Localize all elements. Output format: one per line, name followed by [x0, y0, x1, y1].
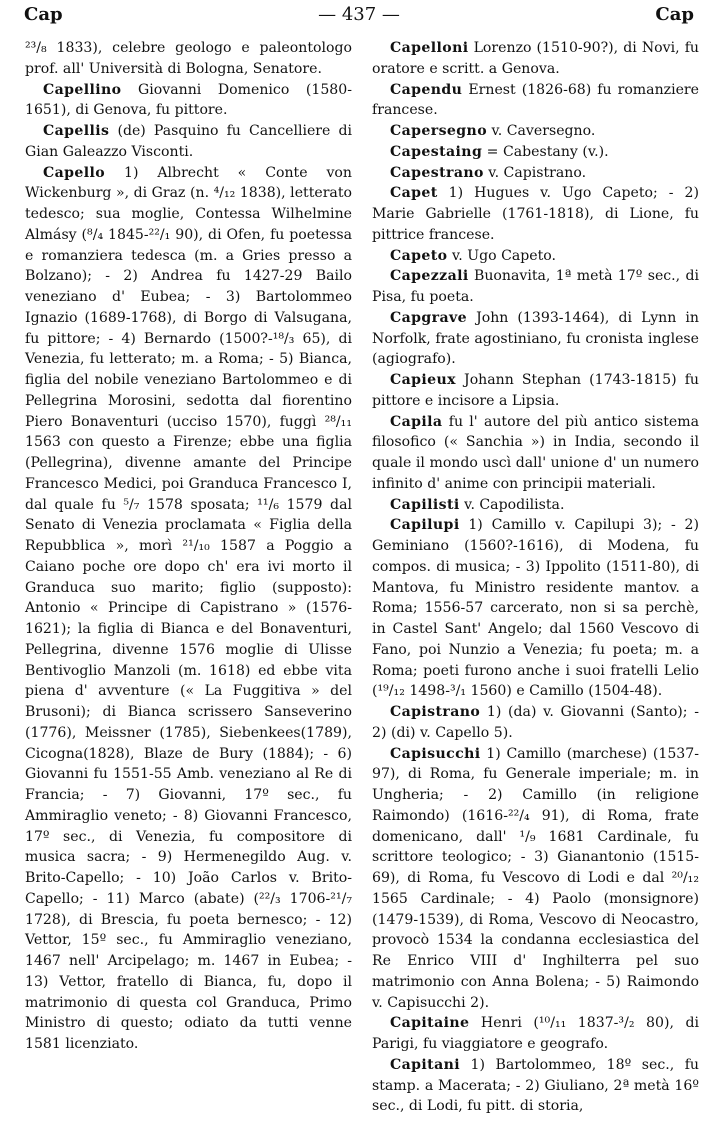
dictionary-entry: [25, 80, 352, 122]
entry-headword: Capeto: [390, 247, 448, 264]
entry-text: v. Capistrano.: [483, 164, 587, 181]
dictionary-entry: [372, 744, 699, 1014]
dictionary-entry: [25, 163, 352, 1055]
dictionary-entry: [372, 183, 699, 245]
entry-continuation: [25, 38, 352, 80]
entry-headword: Capestaing: [390, 143, 483, 160]
dictionary-entry: [372, 163, 699, 184]
entry-text: 1) Bartolommeo, 18º sec., fu stamp. a Macerata; - 2) Giuliano, 2ª metà 16º sec., di Lodi, fu pitt. di storia,: [372, 1056, 699, 1115]
dictionary-entry: [372, 308, 699, 370]
entry-headword: Capellino: [43, 81, 122, 98]
entry-headword: Capistrano: [390, 704, 481, 720]
dictionary-entry: [372, 80, 699, 122]
entry-text: John (1393-1464), di Lynn in Norfolk, frate agostiniano, fu cronista inglese (agiografo).: [372, 309, 699, 368]
dictionary-entry: [372, 370, 699, 412]
page-header: [0, 0, 718, 30]
entry-text: v. Caversegno.: [487, 123, 596, 139]
entry-headword: Capisucchi: [390, 745, 481, 762]
entry-text: 1) Hugues v. Ugo Capeto; - 2) Marie Gabrielle (1761-1818), di Lione, fu pittrice francese.: [372, 185, 699, 243]
dictionary-entry: [372, 266, 699, 308]
dictionary-entry: [372, 702, 699, 744]
right-column: [372, 38, 699, 1117]
entry-headword: Capilisti: [390, 496, 460, 513]
dictionary-entry: [372, 515, 699, 702]
entry-text: v. Ugo Capeto.: [447, 247, 557, 264]
entry-text: = Cabestany (v.).: [482, 143, 609, 160]
dictionary-entry: [372, 38, 699, 80]
entry-text: Lorenzo (1510-90?), di Novi, fu oratore e scritt. a Genova.: [372, 40, 699, 77]
entry-text: (de) Pasquino fu Cancelliere di Gian Galeazzo Visconti.: [25, 123, 352, 160]
entry-text: v. Capodilista.: [459, 496, 565, 513]
entry-headword: Capello: [43, 164, 106, 181]
entry-text: Ernest (1826-68) fu romanziere francese.: [372, 81, 699, 119]
entry-headword: Capitani: [390, 1056, 461, 1073]
entry-text: Johann Stephan (1743-1815) fu pittore e incisore a Lipsia.: [372, 372, 699, 409]
dictionary-entry: [372, 495, 699, 516]
dictionary-entry: [372, 1055, 699, 1117]
entry-headword: Capitaine: [390, 1015, 470, 1032]
entry-headword: Capilupi: [390, 517, 460, 534]
dictionary-entry: [372, 1013, 699, 1055]
page-number: — 437 —: [318, 4, 400, 25]
entry-headword: Capelloni: [390, 40, 469, 56]
entry-text: Henri (¹⁰/₁₁ 1837-³/₂ 80), di Parigi, fu viaggiatore e geografo.: [372, 1015, 699, 1052]
entry-text: Buonavita, 1ª metà 17º sec., di Pisa, fu poeta.: [372, 268, 699, 305]
dictionary-entry: [372, 246, 699, 267]
left-column: [25, 38, 352, 1055]
entry-text: 1) Camillo v. Capilupi 3); - 2) Geminiano (1560?-1616), di Modena, fu compos. di musica; - 3) Ippolito (1511-80), di Mantova, fu Ministro residente mantov. a Roma; 1556-57 carcerato, non si sa perchè, in Castel Sant' Angelo; dal 1560 Vescovo di Fano, poi Nunzio a Venezia; fu poeta; m. a Roma; poeti furono anche i suoi fratelli Lelio (¹⁹/₁₂ 1498-³/₁ 1560) e Camillo (1504-48).: [372, 517, 699, 700]
entry-text: 1) Albrecht « Conte von Wickenburg », di Graz (n. ⁴/₁₂ 1838), letterato tedesco; sua moglie, Contessa Wilhelmine Almásy (⁸/₄ 1845-²²/₁ 90), di Ofen, fu poetessa e romanziera tedesca (m. a Gries presso a Bolzano); - 2) Andrea fu 1427-29 Bailo veneziano d' Eubea; - 3) Bartolommeo Ignazio (1689-1768), di Borgo di Valsugana, fu pittore; - 4) Bernardo (1500?-¹⁸/₃ 65), di Venezia, fu letterato; m. a Roma; - 5) Bianca, figlia del nobile veneziano Bartolommeo e di Pellegrina Morosini, sedotta dal fiorentino Piero Bonaventuri (ucciso 1570), fuggì ²⁸/₁₁ 1563 con questo a Firenze; ebbe una figlia (Pellegrina), divenne amante del Principe Francesco Medici, poi Granduca Francesco I, dal quale fu ⁵/₇ 1578 sposata; ¹¹/₆ 1579 dal Senato di Venezia proclamata « Figlia della Repubblica », morì ²¹/₁₀ 1587 a Poggio a Caiano poche ore dopo ch' era ivi morto il Granduca suo marito; figlio (supposto): Antonio « Principe di Capistrano » (1576-1621); la figlia di Bianca e del Bonaventuri, Pellegrina, divenne 1576 moglie di Ulisse Bentivoglio Manzoli (m. 1618) ed ebbe vita piena d' avventure (« La Fuggitiva » del Brusoni); di Bianca scrissero Sanseverino (1776), Meissner (1785), Siebenkees(1789), Cicogna(1828), Blaze de Bury (1884); - 6) Giovanni fu 1551-55 Amb. veneziano al Re di Francia; - 7) Giovanni, 17º sec., fu Ammiraglio veneto; - 8) Giovanni Francesco, 17º sec., di Venezia, fu compositore di musica sacra; - 9) Hermenegildo Aug. v. Brito-Capello; - 10) João Carlos v. Brito-Capello; - 11) Marco (abate) (²²/₃ 1706-²¹/₇ 1728), di Brescia, fu poeta bernesco; - 12) Vettor, 15º sec., fu Ammiraglio veneziano, 1467 nell' Arcipelago; m. 1467 in Eubea; - 13) Vettor, fratello di Bianca, fu, dopo il matrimonio di questa col Granduca, Primo Ministro di questo; odiato da tutti venne 1581 licenziato.: [25, 164, 352, 1052]
entry-headword: Capgrave: [390, 309, 467, 326]
entry-headword: Capersegno: [390, 123, 487, 139]
entry-headword: Capila: [390, 413, 443, 430]
entry-text: Giovanni Domenico (1580-1651), di Genova, fu pittore.: [25, 81, 352, 119]
dictionary-entry: [372, 142, 699, 163]
entry-text: 1) Camillo (marchese) (1537-97), di Roma, fu Generale imperiale; m. in Ungheria; - 2) Camillo (in religione Raimondo) (1616-²²/₄ 91), di Roma, frate domenicano, dall' ¹/₉ 1681 Cardinale, fu scrittore teologico; - 3) Gianantonio (1515-69), di Roma, fu Vescovo di Lodi e dal ²⁰/₁₂ 1565 Cardinale; - 4) Paolo (monsignore) (1479-1539), di Roma, Vescovo di Neocastro, provocò 1534 la condanna ecclesiastica del Re Enrico VIII d' Inghilterra pel suo matrimonio con Anna Bolena; - 5) Raimondo v. Capisucchi 2).: [372, 745, 699, 1011]
dictionary-entry: [372, 121, 699, 142]
entry-headword: Capestrano: [390, 164, 484, 181]
entry-headword: Capet: [390, 185, 438, 202]
entry-headword: Capieux: [390, 372, 456, 388]
dictionary-entry: [25, 121, 352, 163]
entry-headword: Capezzali: [390, 268, 469, 285]
running-head-left: Cap: [24, 4, 63, 25]
dictionary-entry: [372, 412, 699, 495]
entry-headword: Capellis: [43, 123, 110, 139]
running-head-right: Cap: [655, 4, 694, 25]
entry-text: ²³/₈ 1833), celebre geologo e paleontologo prof. all' Università di Bologna, Senatore.: [25, 40, 352, 77]
entry-headword: Capendu: [390, 81, 463, 98]
entry-text: fu l' autore del più antico sistema filosofico (« Sanchia ») in India, secondo il quale il mondo uscì dall' unione d' un numero infinito d' anime con principii materiali.: [372, 413, 699, 492]
entry-text: 1) (da) v. Giovanni (Santo); - 2) (di) v. Capello 5).: [372, 704, 699, 741]
